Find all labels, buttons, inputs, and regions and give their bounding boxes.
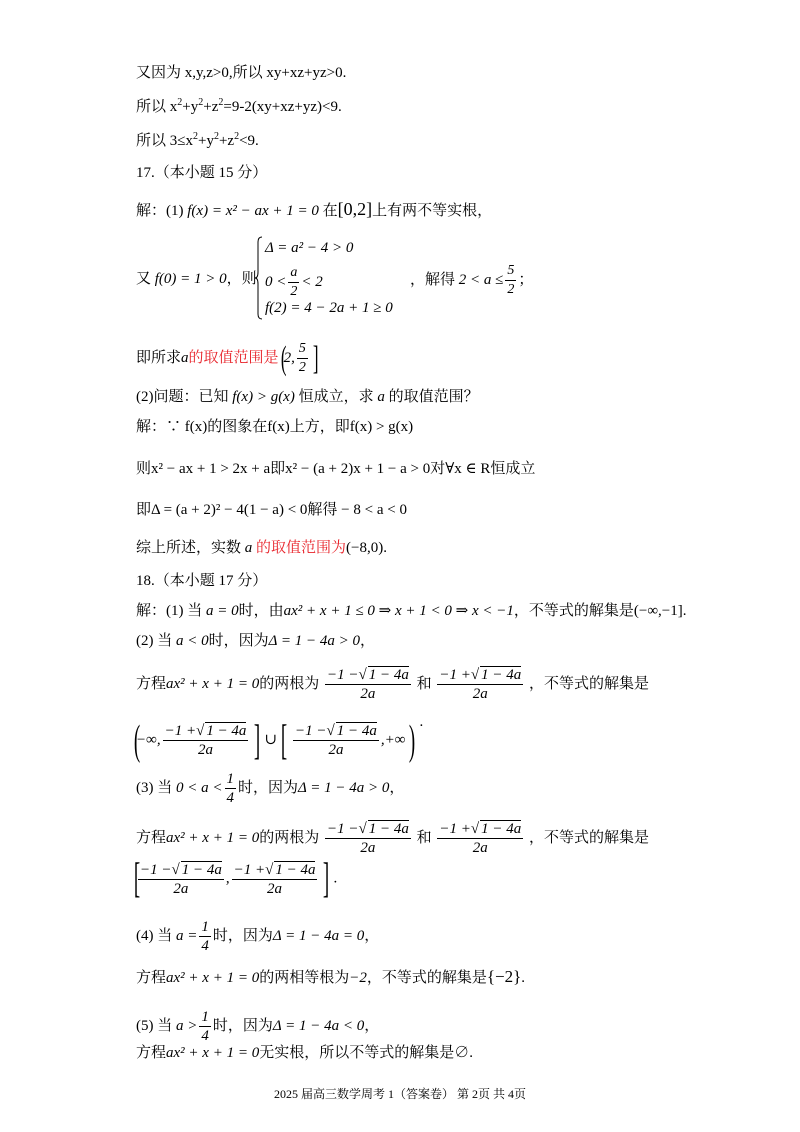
left-brace-icon <box>255 236 263 320</box>
q17-condition-line: 又 f(0) = 1 > 0，则 <box>136 271 257 287</box>
system-row-2: 0 < $\frac{a}{2}$ < 2 <box>265 265 323 299</box>
q17-solve-result: ，解得 2 < a ≤ $\frac{5}{2}$ ； <box>410 263 534 297</box>
q18-case5: (5) 当 a > $\frac{1}{4}$ 时，因为Δ = 1 − 4a < 0， <box>136 1009 380 1044</box>
question-17-heading: 17.（本小题 15 分） <box>136 165 268 181</box>
q17-part1-line: 解：(1) f(x) = x² − ax + 1 = 0 在[0,2]上有两不等实根， <box>136 199 493 219</box>
q18-case4: (4) 当 a = $\frac{1}{4}$ 时，因为Δ = 1 − 4a = 0， <box>136 919 380 954</box>
q18-case2: (2) 当 a < 0时，因为Δ = 1 − 4a > 0， <box>136 633 376 649</box>
system-row-3: f(2) = 4 − 2a + 1 ≥ 0 <box>265 300 393 316</box>
question-18-heading: 18.（本小题 17 分） <box>136 573 268 589</box>
q17-part2-question: (2)问题：已知 f(x) > g(x) 恒成立，求 a 的取值范围？ <box>136 389 479 405</box>
q18-case4-roots: 方程ax² + x + 1 = 0的两相等根为−2，不等式的解集是{−2}. <box>136 967 526 986</box>
page-footer: 2025 届高三数学周考 1（答案卷） 第 2页 共 4页 <box>273 1087 526 1101</box>
equation-system <box>255 236 405 320</box>
q17-range-line: 即所求a的取值范围是 (2, $\frac{5}{2}$ ] <box>136 339 319 377</box>
q18-case2-roots: 方程ax² + x + 1 = 0的两根为 $\frac{-1 -√ 1 - 4a}{2a}$ 和 $\frac{-1 +√ 1 - 4a}{2a}$ ，不等式的解集是 <box>136 667 649 702</box>
q18-case3-roots: 方程ax² + x + 1 = 0的两根为 $\frac{-1 -√ 1 - 4a}{2a}$ 和 $\frac{-1 +√ 1 - 4a}{2a}$ ，不等式的解集是 <box>136 821 649 856</box>
q17-part2-solution-1: 解：∵ f(x)的图象在f(x)上方，即f(x) > g(x) <box>136 419 414 435</box>
q18-case3: (3) 当 0 < a < $\frac{1}{4}$ 时，因为Δ = 1 − 4a > 0， <box>136 771 405 806</box>
q17-part2-solution-2: 则x² − ax + 1 > 2x + a即x² − (a + 2)x + 1 − a > 0对∀x ∈ R恒成立 <box>136 461 536 477</box>
q17-part2-solution-3: 即Δ = (a + 2)² − 4(1 − a) < 0解得 − 8 < a < 0 <box>136 502 407 518</box>
q18-case1: 解：(1) 当 a = 0时，由ax² + x + 1 ≤ 0 ⇒ x + 1 < 0 ⇒ x < −1，不等式的解集是(−∞,−1]. <box>136 603 687 619</box>
text-line: 又因为 x,y,z>0,所以 xy+xz+yz>0. <box>136 65 347 81</box>
text-line: 所以 $x^2+y^2+z^2=9-2(xy+xz+yz)<9$. <box>136 97 342 115</box>
text-line: 所以 $3\le x^2+y^2+z^2<9$. <box>136 131 259 149</box>
q18-case5-result: 方程ax² + x + 1 = 0无实根，所以不等式的解集是∅. <box>136 1045 473 1061</box>
q18-case2-solution-set: (−∞, $\frac{-1 +√ 1 - 4a}{2a}$ ] ∪[ $\frac{-1 -√ 1 - 4a}{2a}$ ,+∞) . <box>133 714 424 764</box>
system-row-1: Δ = a² − 4 > 0 <box>265 240 354 256</box>
q17-conclusion: 综上所述，实数 a 的取值范围为(−8,0). <box>136 540 387 556</box>
q18-case3-solution-set: [ $\frac{-1 -√ 1 - 4a}{2a}$ , $\frac{-1 +√ 1 - 4a}{2a}$ ] . <box>133 856 338 902</box>
